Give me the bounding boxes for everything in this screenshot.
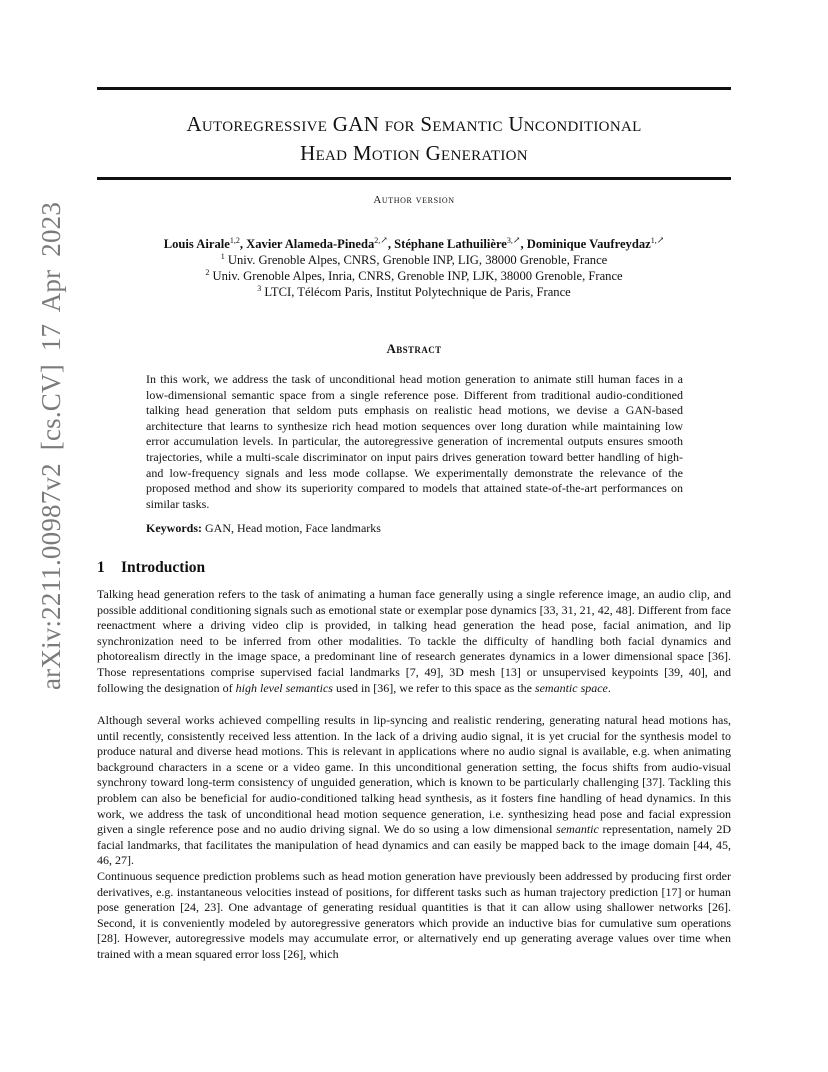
title-bottom-rule — [97, 177, 731, 180]
affiliation: $^2$ Univ. Grenoble Alpes, Inria, CNRS, Grenoble INP, LJK, 38000 Grenoble, France — [205, 268, 623, 284]
external-link-icon[interactable]: ↗ — [512, 235, 521, 245]
title-top-rule — [97, 87, 731, 90]
abstract-text: In this work, we address the task of unconditional head motion generation to animate still human faces in a low-dimensional semantic space from a single reference pose. Different from traditional audio-conditioned talking head generation that seldom puts emphasis on realistic head motions, we devise a GAN-based architecture that learns to synthesize rich head motion sequences over long duration while maintaining low error accumulation levels. In particular, the autoregressive generation of incremental outputs ensures smooth trajectories, while a multi-scale discriminator on input pairs drives generation toward better handling of high- and low-frequency signals and less mode collapse. We experimentally demonstrate the relevance of the proposed method and show its superiority compared to models that attained state-of-the-art performances on similar tasks. — [146, 372, 683, 511]
body-paragraph: Although several works achieved compelling results in lip-syncing and realistic rendering, generating natural head motions has, until recently, consistently received less attention. In the lack of a driving audio signal, it is yet crucial for the synthesis model to produce natural and diverse head motions. This is relevant in applications where no audio signal is available, e.g. when animating background characters in a scene or a video game. In this unconditional generation setting, the focus shifts from audio-visual synchrony toward long-term consistency of unguided generation, which is known to be particularly challenging [37]. Tackling this problem can also be beneficial for audio-conditioned talking head synthesis, as it fosters fine handling of head dynamics. In this work, we address the task of unconditional head motion sequence generation, i.e. synthesizing head pose and facial expression given a single reference pose and no audio driving signal. We do so using a low dimensional semantic representation, namely 2D facial landmarks, that facilitates the manipulation of head dynamics and can easily be mapped back to the image domain [44, 45, 46, 27]. — [97, 713, 731, 868]
author-version-label: Author version — [373, 194, 455, 206]
paper-title — [97, 110, 731, 168]
abstract-heading: Abstract — [386, 341, 442, 356]
author-name: Dominique Vaufreydaz — [526, 237, 651, 252]
title-line-2: Head Motion Generation — [300, 141, 528, 165]
arxiv-identifier: arXiv:2211.00987v2 [cs.CV] 17 Apr 2023 — [36, 201, 66, 690]
author-name: Stéphane Lathuilière — [394, 237, 507, 252]
body-paragraph: Continuous sequence prediction problems such as head motion generation have previously been addressed by producing first order derivatives, e.g. instantaneous velocities instead of positions, for different tasks such as human trajectory prediction [17] or human pose generation [24, 23]. One advantage of generating residual quantities is that it can allow using shallower networks [26]. Second, it is conveniently modeled by autoregressive generators which provide an inductive bias for cumulative sum operations [28]. However, autoregressive models may accumulate error, or alternatively end up generating average values over time when trained with a mean squared error loss [26], which — [97, 869, 731, 961]
section-heading — [97, 559, 205, 577]
section-title: Introduction — [121, 559, 206, 576]
body-paragraph: Talking head generation refers to the task of animating a human face generally using a single reference image, an audio clip, and possible additional conditioning signals such as emotional state or exemplar pose dynamics [33, 31, 21, 42, 48]. Different from face reenactment where a driving video clip is provided, in talking head generation the head pose, facial animation, and lip synchronization need to be inferred from other modalities. To tackle the difficulty of handling both facial dynamics and photorealism directly in the image space, a predominant line of research generates dynamics in a lower dimensional space [36]. Those representations comprise supervised facial landmarks [7, 49], 3D mesh [13] or unsupervised keypoints [39, 40], and following the designation of high level semantics used in [36], we refer to this space as the semantic space. — [97, 587, 731, 695]
author-affiliation-marker: 1,2 — [229, 236, 240, 245]
author-list: Louis Airale$^{1,2}$, Xavier Alameda-Pineda$^{2,↗}$, Stéphane Lathuilière$^{3,↗}$, Dominique Vaufreydaz$^{1,↗}$ — [163, 235, 665, 252]
affiliation: $^1$ Univ. Grenoble Alpes, CNRS, Grenoble INP, LIG, 38000 Grenoble, France — [220, 252, 608, 268]
author-name: Xavier Alameda-Pineda — [246, 237, 375, 252]
section-number: 1 — [97, 559, 105, 576]
author-affiliation-marker: 2, — [374, 236, 381, 245]
title-line-1: Autoregressive GAN for Semantic Unconditional — [186, 112, 642, 136]
external-link-icon[interactable]: ↗ — [656, 235, 665, 245]
author-affiliation-marker: 1, — [650, 236, 657, 245]
keywords-label: Keywords: — [146, 521, 202, 535]
author-name: Louis Airale — [163, 237, 230, 252]
keywords — [146, 521, 683, 536]
keywords-text: GAN, Head motion, Face landmarks — [202, 521, 381, 535]
external-link-icon[interactable]: ↗ — [380, 235, 388, 245]
author-affiliation-marker: 3, — [506, 236, 513, 245]
affiliation: $^3$ LTCI, Télécom Paris, Institut Polytechnique de Paris, France — [257, 284, 571, 300]
